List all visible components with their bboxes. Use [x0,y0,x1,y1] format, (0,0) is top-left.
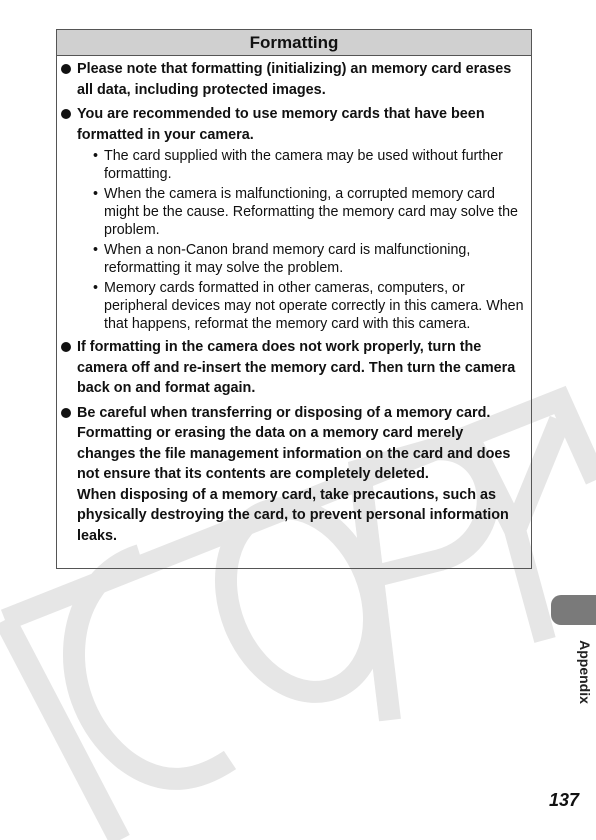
bullet-item [61,403,525,547]
bullet-item [61,59,525,100]
formatting-note-box [56,29,532,569]
sub-item [77,279,525,333]
bullet-extra-text: When disposing of a memory card, take precautions, such as physically destroying the card, to prevent personal information leaks. [77,486,509,544]
note-content [57,56,531,546]
bullet-text: If formatting in the camera does not work properly, turn the camera off and re-insert the memory card. Then turn the camera back on and format again. [77,339,516,396]
sub-bullet-mark: • [93,148,99,164]
bullet-item [61,337,525,399]
bullet-dot-icon [61,64,71,74]
bullet-dot-icon [61,408,71,418]
sub-bullet-mark: • [93,242,99,258]
appendix-label: Appendix [576,640,593,704]
bullet-text: Be careful when transferring or disposing of a memory card. Formatting or erasing the data on a memory card merely changes the file management information on the card and does not ensure that its contents are completely deleted. [77,404,511,482]
sub-item [77,241,525,277]
sub-item-text: Memory cards formatted in other cameras, computers, or peripheral devices may not operate correctly in this camera. When that happens, reformat the memory card with this camera. [104,280,524,332]
bullet-text: Please note that formatting (initializing) an memory card erases all data, including protected images. [77,61,512,98]
section-title: Formatting [57,30,531,56]
bullet-text: You are recommended to use memory cards that have been formatted in your camera. [77,106,485,143]
sub-item [77,147,525,183]
page-number: 137 [549,790,580,810]
bullet-dot-icon [61,109,71,119]
sub-bullet-mark: • [93,186,99,202]
bullet-dot-icon [61,342,71,352]
sub-item-text: When the camera is malfunctioning, a corrupted memory card might be the cause. Reformatting the memory card may solve the problem. [104,186,519,238]
sub-item-text: The card supplied with the camera may be used without further formatting. [104,148,503,182]
bullet-item [61,104,525,333]
sub-bullet-mark: • [93,280,99,296]
sub-item [77,185,525,239]
appendix-tab [551,595,596,625]
sub-item-text: When a non-Canon brand memory card is malfunctioning, reformatting it may solve the problem. [104,242,471,276]
